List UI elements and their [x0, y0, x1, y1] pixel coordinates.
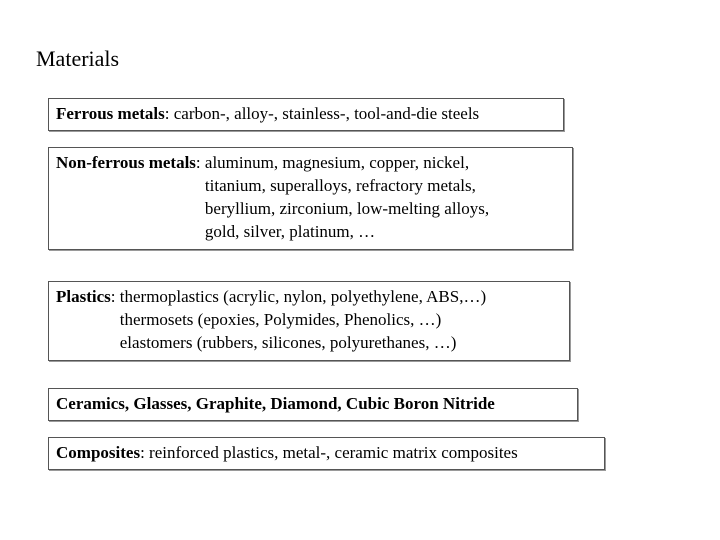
ferrous-metals-text: carbon-, alloy-, stainless-, tool-and-die steels: [173, 104, 480, 123]
ceramics-label: Ceramics, Glasses, Graphite, Diamond, Cubic Boron Nitride: [56, 394, 495, 413]
composites-row: [56, 441, 604, 464]
plastics-line: thermoplastics (acrylic, nylon, polyethylene, ABS,…): [119, 287, 487, 306]
non-ferrous-metals-line: gold, silver, platinum, …: [204, 222, 376, 241]
non-ferrous-metals-line: beryllium, zirconium, low-melting alloys,: [204, 199, 490, 218]
ceramics-box: [48, 388, 578, 421]
composites-text: reinforced plastics, metal-, ceramic matrix composites: [149, 443, 518, 462]
page-title: Materials: [36, 46, 120, 71]
ferrous-metals-box: [48, 98, 564, 131]
plastics-separator: :: [110, 287, 120, 306]
non-ferrous-metals-box: [48, 147, 573, 250]
composites-label: Composites: [56, 443, 141, 462]
plastics-label: Plastics: [56, 287, 111, 306]
non-ferrous-metals-list: [205, 151, 489, 243]
composites-separator: :: [140, 443, 150, 462]
non-ferrous-metals-separator: :: [195, 153, 205, 172]
plastics-line: thermosets (epoxies, Polymides, Phenolics, …): [119, 310, 442, 329]
plastics-box: [48, 281, 570, 361]
ferrous-metals-label: Ferrous metals: [56, 104, 165, 123]
non-ferrous-metals-line: aluminum, magnesium, copper, nickel,: [204, 153, 470, 172]
composites-box: [48, 437, 605, 470]
plastics-list: [120, 285, 486, 354]
ferrous-metals-separator: :: [164, 104, 174, 123]
non-ferrous-metals-row: [56, 151, 572, 243]
non-ferrous-metals-line: titanium, superalloys, refractory metals,: [204, 176, 476, 195]
plastics-row: [56, 285, 569, 354]
plastics-line: elastomers (rubbers, silicones, polyurethanes, …): [119, 333, 457, 352]
non-ferrous-metals-label: Non-ferrous metals: [56, 153, 196, 172]
ferrous-metals-row: [56, 102, 563, 125]
ceramics-row: [56, 392, 577, 415]
